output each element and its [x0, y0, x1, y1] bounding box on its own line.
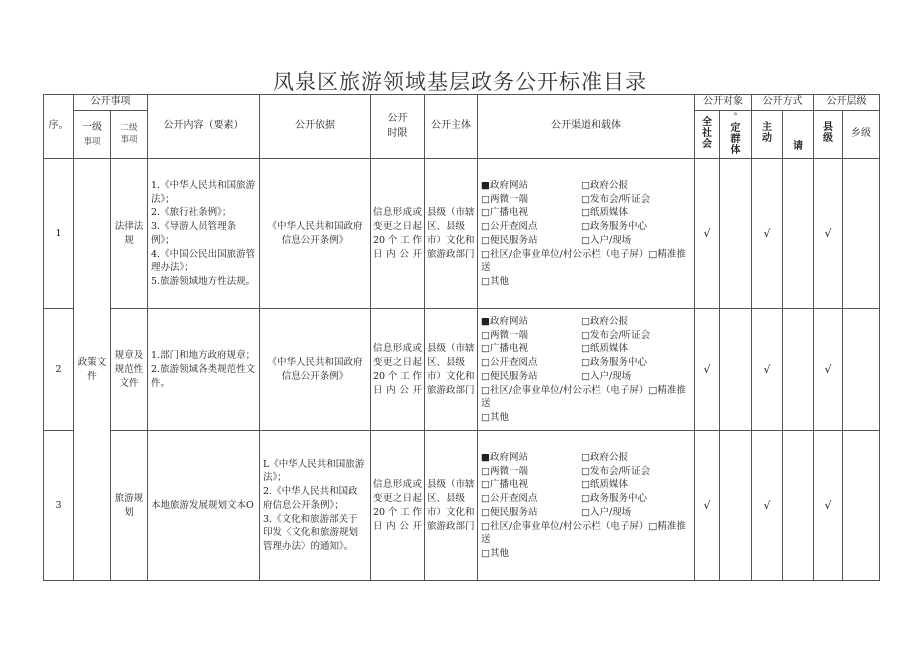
- channel-item: □政务服务中心: [581, 221, 647, 233]
- header-level1: [74, 110, 111, 159]
- header-target-specific-label: 定群体: [730, 122, 741, 156]
- row-layer-county: √: [814, 159, 843, 309]
- header-level2-sub: 事项: [120, 135, 138, 146]
- channel-item: ■政府网站: [481, 315, 528, 327]
- row-layer-county: √: [814, 431, 843, 581]
- row-method-active: √: [752, 431, 783, 581]
- channel-item: □公开查阅点: [481, 493, 538, 505]
- header-level2: [111, 110, 148, 159]
- channel-item: □政府公报: [581, 179, 628, 191]
- header-method-request: [783, 110, 814, 159]
- row-subject: 县级（市辖区、县级市）文化和旅游政部门: [425, 159, 478, 309]
- header-method: 公开方式: [752, 95, 814, 111]
- channel-item: □社区/企事业单位/村公示栏（电子屏）□精准推送: [481, 384, 686, 410]
- header-item-group: 公开事项: [74, 95, 148, 111]
- row-subject: 县级（市辖区、县级市）文化和旅游政部门: [425, 309, 478, 431]
- header-level1-sub: 事项: [83, 136, 101, 147]
- channel-item: □政务服务中心: [581, 493, 647, 505]
- row-layer-town: [843, 159, 880, 309]
- page-title: 凤泉区旅游领域基层政务公开标准目录: [273, 70, 647, 94]
- row-seq: 3: [44, 431, 74, 581]
- row-time-limit: 信息形成或变更之日起20个工作日内公开: [371, 431, 425, 581]
- channel-item: ■政府网站: [481, 179, 528, 191]
- row-time-limit: 信息形成或变更之日起20个工作日内公开: [371, 159, 425, 309]
- header-method-active-label: 主动: [762, 122, 772, 145]
- header-target-all-label: 全社会: [702, 116, 712, 150]
- header-target-specific-mark: °: [733, 111, 738, 122]
- channel-item: □便民服务站: [481, 370, 538, 382]
- row-level2: 法律法规: [111, 159, 148, 309]
- level1-cell: 政策文件: [74, 159, 111, 581]
- row-level2: 规章及规范性文件: [111, 309, 148, 431]
- header-layer: 公开层级: [814, 95, 880, 111]
- channel-item: □政府公报: [581, 315, 628, 327]
- channel-list: [481, 179, 691, 289]
- table-row: [44, 159, 880, 309]
- header-basis: 公开依据: [260, 95, 371, 159]
- header-target: 公开对象: [695, 95, 752, 111]
- row-method-active: √: [752, 159, 783, 309]
- row-content: 1.《中华人民共和国旅游法》； 2.《旅行社条例》； 3.《导游人员管理条例》； 4.《中国公民出国旅游管理办法》； 5.旅游领域地方性法规。: [148, 159, 260, 309]
- channel-item: ■政府网站: [481, 451, 528, 463]
- channel-item: □纸质媒体: [581, 343, 628, 355]
- channel-item: □两微一端: [481, 329, 528, 341]
- channel-item: □入户/现场: [581, 506, 632, 518]
- row-target-specific: [720, 159, 752, 309]
- channel-item: □两微一端: [481, 193, 528, 205]
- channel-item: □广播电视: [481, 343, 528, 355]
- row-method-request: [783, 309, 814, 431]
- row-method-request: [783, 159, 814, 309]
- channel-item: □便民服务站: [481, 234, 538, 246]
- header-target-specific: [720, 110, 752, 159]
- row-target-specific: [720, 309, 752, 431]
- channel-list: [481, 451, 691, 561]
- header-time-limit-line2: 时限: [387, 127, 408, 139]
- row-time-limit: 信息形成或变更之日起20个工作日内公开: [371, 309, 425, 431]
- row-channels: [478, 159, 695, 309]
- channel-item: □纸质媒体: [581, 207, 628, 219]
- channel-item: □广播电视: [481, 479, 528, 491]
- channel-item: □社区/企事业单位/村公示栏（电子屏）□精准推送: [481, 520, 686, 546]
- header-time-limit: [371, 95, 425, 159]
- channel-item: □发布会/听证会: [581, 329, 651, 341]
- row-channels: [478, 431, 695, 581]
- header-method-active: [752, 110, 783, 159]
- row-content: 本地旅游发展规划文本O: [148, 431, 260, 581]
- row-seq: 1: [44, 159, 74, 309]
- row-target-all: √: [695, 431, 720, 581]
- channel-item: □便民服务站: [481, 506, 538, 518]
- channel-item: □其他: [481, 548, 509, 560]
- row-layer-county: √: [814, 309, 843, 431]
- header-layer-county-label: 县级: [823, 122, 833, 145]
- channel-item: □广播电视: [481, 207, 528, 219]
- channel-item: □发布会/听证会: [581, 193, 651, 205]
- header-target-all: [695, 110, 720, 159]
- header-level1-label: 一级: [82, 122, 102, 133]
- row-subject: 县级（市辖区、县级市）文化和旅游政部门: [425, 431, 478, 581]
- header-channels: 公开渠道和载体: [478, 95, 695, 159]
- channel-item: □社区/企事业单位/村公示栏（电子屏）□精准推送: [481, 248, 686, 274]
- row-target-all: √: [695, 309, 720, 431]
- row-seq: 2: [44, 309, 74, 431]
- header-content: 公开内容（要素）: [148, 95, 260, 159]
- channel-item: □其他: [481, 412, 509, 424]
- table-row: [44, 309, 880, 431]
- row-layer-town: [843, 431, 880, 581]
- channel-item: □其他: [481, 276, 509, 288]
- channel-item: □两微一端: [481, 465, 528, 477]
- channel-item: □入户/现场: [581, 234, 632, 246]
- header-seq: 序。: [44, 95, 74, 159]
- channel-item: □纸质媒体: [581, 479, 628, 491]
- row-target-specific: [720, 431, 752, 581]
- channel-item: □政务服务中心: [581, 357, 647, 369]
- row-layer-town: [843, 309, 880, 431]
- header-level2-label: 二级: [120, 123, 138, 134]
- row-method-request: [783, 431, 814, 581]
- row-target-all: √: [695, 159, 720, 309]
- table-row: [44, 431, 880, 581]
- row-content: 1.部门和地方政府规章； 2.旅游领域各类规范性文件。: [148, 309, 260, 431]
- row-method-active: √: [752, 309, 783, 431]
- header-subject: 公开主体: [425, 95, 478, 159]
- header-method-request-label: 请: [793, 140, 803, 152]
- row-channels: [478, 309, 695, 431]
- header-time-limit-line1: 公开: [387, 113, 408, 125]
- channel-item: □发布会/听证会: [581, 465, 651, 477]
- channel-item: □政府公报: [581, 451, 628, 463]
- row-basis: 《中华人民共和国政府信息公开条例》: [260, 309, 371, 431]
- channel-item: □入户/现场: [581, 370, 632, 382]
- header-layer-town: 乡级: [843, 110, 880, 159]
- channel-item: □公开查阅点: [481, 221, 538, 233]
- channel-item: □公开查阅点: [481, 357, 538, 369]
- row-basis: L《中华人民共和国旅游法》； 2.《中华人民共和国政府信息公开条例》； 3.《文化和旅游部关于印发〈文化和旅游规划管理办法〉的通知》。: [260, 431, 371, 581]
- row-level2: 旅游规划: [111, 431, 148, 581]
- row-basis: 《中华人民共和国政府信息公开条例》: [260, 159, 371, 309]
- catalog-table: [43, 94, 880, 581]
- channel-list: [481, 315, 691, 425]
- header-layer-county: [814, 110, 843, 159]
